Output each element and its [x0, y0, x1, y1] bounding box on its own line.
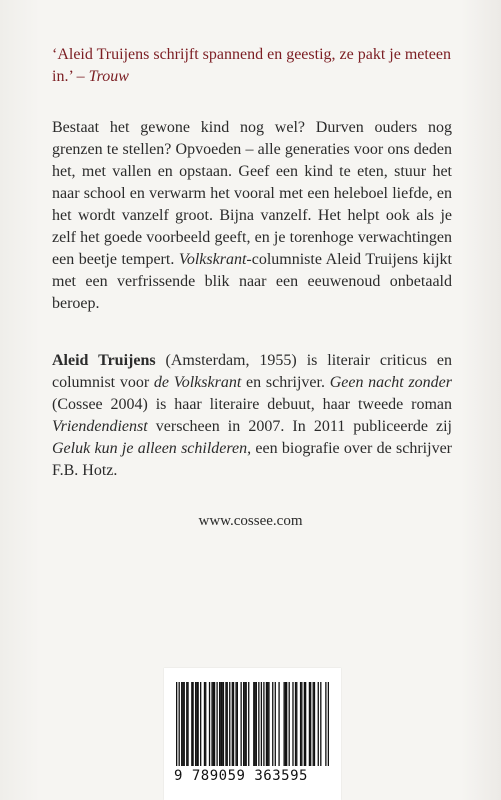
- quote-text: ‘Aleid Truijens schrijft spannend en geestig, ze pakt je meteen in.’ –: [52, 46, 452, 85]
- barcode-bar: [181, 682, 182, 766]
- barcode-bar: [292, 682, 293, 766]
- barcode-bar: [275, 682, 276, 766]
- barcode-bar: [318, 682, 319, 766]
- bio-text-5: , een biografie over de schrijver F.B. Hotz.: [52, 440, 452, 479]
- barcode-bar: [225, 682, 226, 766]
- bio-italic-2: Geen nacht zonder: [329, 374, 453, 391]
- barcode-bar: [209, 682, 210, 766]
- barcode-bar: [195, 682, 196, 766]
- barcode-bar: [309, 682, 310, 766]
- barcode-bar: [198, 682, 199, 766]
- barcode-bar: [179, 682, 180, 766]
- barcode-bar: [305, 682, 306, 766]
- barcode-bar: [248, 682, 249, 766]
- barcode-bar: [205, 682, 206, 766]
- barcode-bar: [301, 682, 302, 766]
- barcode-bar: [244, 682, 245, 766]
- bio-italic-1: de Volkskrant: [153, 374, 242, 391]
- barcode-bar: [253, 682, 254, 766]
- barcode-bar: [233, 682, 234, 766]
- barcode-bar: [295, 682, 296, 766]
- barcode-bar: [314, 682, 315, 766]
- barcode-bar: [232, 682, 233, 766]
- barcode-bar: [229, 682, 230, 766]
- barcode-bar: [184, 682, 185, 766]
- bio-italic-3: Vriendendienst: [52, 418, 148, 435]
- barcode-bar: [176, 682, 177, 766]
- barcode-bar: [258, 682, 259, 766]
- barcode-bar: [204, 682, 205, 766]
- blurb-tail: -columniste Aleid Truijens kijkt met een verfrissende blik naar een eeuwenoud onbetaald beroep.: [52, 251, 453, 312]
- barcode-bar: [182, 682, 183, 766]
- barcode-bar: [300, 682, 301, 766]
- author-bio: [52, 350, 452, 482]
- barcode-bar: [313, 682, 314, 766]
- barcode-bar: [235, 682, 236, 766]
- barcode-bar: [219, 682, 220, 766]
- barcode-bar: [213, 682, 214, 766]
- barcode: [176, 682, 329, 766]
- barcode-bar: [278, 682, 279, 766]
- barcode-bar: [216, 682, 217, 766]
- press-quote: [52, 44, 452, 88]
- barcode-bar: [304, 682, 305, 766]
- barcode-bar: [186, 682, 187, 766]
- barcode-bar: [191, 682, 192, 766]
- barcode-bar: [267, 682, 268, 766]
- barcode-label: [164, 668, 341, 800]
- barcode-bar: [237, 682, 238, 766]
- barcode-bar: [266, 682, 267, 766]
- barcode-bar: [256, 682, 257, 766]
- barcode-bar: [328, 682, 329, 766]
- author-name: Aleid Truijens: [52, 352, 156, 369]
- isbn-number: 9 789059 363595: [174, 768, 308, 784]
- barcode-bar: [227, 682, 228, 766]
- blurb-text: Bestaat het gewone kind nog wel? Durven ouders nog grenzen te stellen? Opvoeden – alle generaties voor ons deden het, met vallen en opstaan. Geef een kind te eten, stuur het naar school en verwarm het vooral met een heleboel liefde, en het wordt vanzelf groot. Bijna vanzelf. Het helpt ook als je zelf het goede voorbeeld geeft, en je torenhoge verwachtingen een beetje tempert.: [52, 119, 452, 268]
- barcode-bar: [286, 682, 287, 766]
- barcode-bar: [214, 682, 215, 766]
- barcode-bar: [196, 682, 197, 766]
- barcode-bar: [200, 682, 201, 766]
- barcode-bar: [310, 682, 311, 766]
- barcode-bar: [268, 682, 269, 766]
- barcode-bar: [261, 682, 262, 766]
- barcode-bar: [296, 682, 297, 766]
- barcode-bar: [223, 682, 224, 766]
- barcode-bar: [283, 682, 284, 766]
- bio-text-2: en schrijver.: [241, 374, 330, 391]
- publisher-website[interactable]: www.cossee.com: [198, 513, 303, 529]
- barcode-bar: [211, 682, 212, 766]
- barcode-bar: [187, 682, 188, 766]
- bio-text-4: verscheen in 2007. In 2011 publiceerde zij: [147, 418, 452, 435]
- barcode-bar: [246, 682, 247, 766]
- barcode-bar: [220, 682, 221, 766]
- barcode-bar: [320, 682, 321, 766]
- barcode-bar: [222, 682, 223, 766]
- barcode-bar: [243, 682, 244, 766]
- barcode-bar: [272, 682, 273, 766]
- bio-italic-4: Geluk kun je alleen schilderen: [52, 440, 248, 457]
- blurb-italic-term: Volkskrant: [178, 251, 247, 268]
- barcode-bar: [254, 682, 255, 766]
- quote-source: Trouw: [88, 68, 129, 85]
- barcode-bar: [240, 682, 241, 766]
- blurb-paragraph: [52, 117, 452, 315]
- barcode-bar: [285, 682, 286, 766]
- barcode-bar: [325, 682, 326, 766]
- bio-text-3: (Cossee 2004) is haar literaire debuut, haar tweede roman: [52, 396, 452, 413]
- barcode-bar: [289, 682, 290, 766]
- bio-text-1: (Amsterdam, 1955) is literair criticus en columnist voor: [52, 352, 453, 391]
- barcode-bar: [192, 682, 193, 766]
- barcode-bar: [263, 682, 264, 766]
